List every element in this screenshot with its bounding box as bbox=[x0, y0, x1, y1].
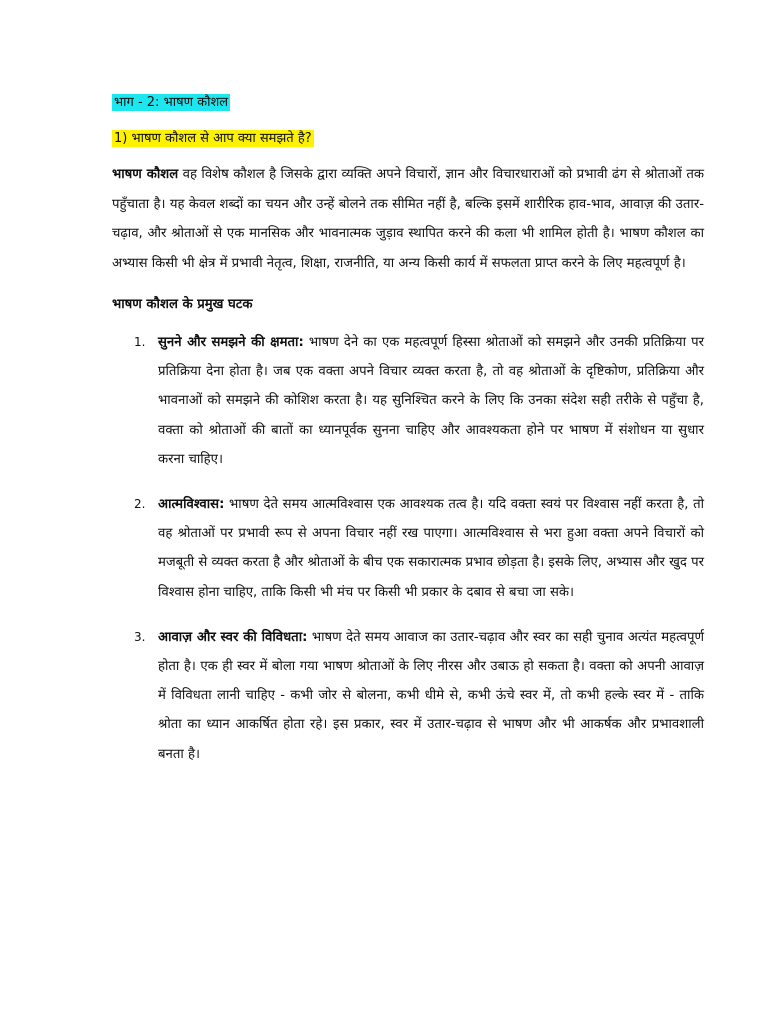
list-item-text: भाषण देने का एक महत्वपूर्ण हिस्सा श्रोताओं को समझने और उनकी प्रतिक्रिया पर प्रतिक्रिया देना होता है। जब एक वक्ता अपने विचार व्यक्त करता है, तो वह श्रोताओं के दृष्टिकोण, प्रतिक्रिया और भावनाओं को समझने की कोशिश करता है। यह सुनिश्चित करने के लिए कि उनका संदेश सही तरीके से पहुँचा है, वक्ता को श्रोताओं की बातों का ध्यानपूर्वक सुनना चाहिए और आवश्यकता होने पर भाषण में संशोधन या सुधार करना चाहिए। bbox=[158, 335, 704, 467]
section-title bbox=[112, 88, 704, 114]
intro-text: वह विशेष कौशल है जिसके द्वारा व्यक्ति अपने विचारों, ज्ञान और विचारधाराओं को प्रभावी ढंग से श्रोताओं तक पहुँचाता है। यह केवल शब्दों का चयन और उन्हें बोलने तक सीमित नहीं है, बल्कि इसमें शारीरिक हाव-भाव, आवाज़ की उतार-चढ़ाव, और श्रोताओं से एक मानसिक और भावनात्मक जुड़ाव स्थापित करने की कला भी शामिल होती है। भाषण कौशल का अभ्यास किसी भी क्षेत्र में प्रभावी नेतृत्व, शिक्षा, राजनीति, या अन्य किसी कार्य में सफलता प्राप्त करने के लिए महत्वपूर्ण है। bbox=[112, 167, 704, 271]
section-title-text: भाग - 2: भाषण कौशल bbox=[114, 95, 229, 110]
intro-term: भाषण कौशल bbox=[112, 167, 179, 182]
list-item-number: 1. bbox=[134, 335, 146, 349]
list-item bbox=[112, 623, 704, 769]
components-list bbox=[112, 328, 704, 769]
list-item-text: भाषण देते समय आवाज का उतार-चढ़ाव और स्वर का सही चुनाव अत्यंत महत्वपूर्ण होता है। एक ही स्वर में बोला गया भाषण श्रोताओं के लिए नीरस और उबाऊ हो सकता है। वक्ता को अपनी आवाज़ में विविधता लानी चाहिए - कभी जोर से बोलना, कभी धीमे से, कभी ऊंचे स्वर में, तो कभी हल्के स्वर में - ताकि श्रोता का ध्यान आकर्षित होता रहे। इस प्रकार, स्वर में उतार-चढ़ाव से भाषण और भी आकर्षक और प्रभावशाली बनता है। bbox=[158, 629, 704, 762]
list-item-term: आत्मविश्वास: bbox=[158, 497, 225, 513]
question-text: 1) भाषण कौशल से आप क्या समझते है? bbox=[114, 131, 312, 146]
intro-paragraph bbox=[112, 160, 704, 278]
list-item-number: 3. bbox=[134, 629, 146, 644]
list-item-text: भाषण देते समय आत्मविश्वास एक आवश्यक तत्व है। यदि वक्ता स्वयं पर विश्वास नहीं करता है, तो वह श्रोताओं पर प्रभावी रूप से अपना विचार नहीं रख पाएगा। आत्मविश्वास से भरा हुआ वक्ता अपने विचारों को मजबूती से व्यक्त करता है और श्रोताओं के बीच एक सकारात्मक प्रभाव छोड़ता है। इसके लिए, अभ्यास और खुद पर विश्वास होना चाहिए, ताकि किसी भी मंच पर किसी भी प्रकार के दबाव से बचा जा सके। bbox=[158, 497, 704, 600]
list-item bbox=[112, 328, 704, 474]
question-heading bbox=[112, 124, 704, 150]
list-item-term: आवाज़ और स्वर की विविधता: bbox=[158, 629, 308, 645]
list-item-term: सुनने और समझने की क्षमता: bbox=[158, 335, 304, 350]
components-heading: भाषण कौशल के प्रमुख घटक bbox=[112, 297, 253, 312]
list-item bbox=[112, 490, 704, 607]
list-item-number: 2. bbox=[134, 497, 146, 512]
